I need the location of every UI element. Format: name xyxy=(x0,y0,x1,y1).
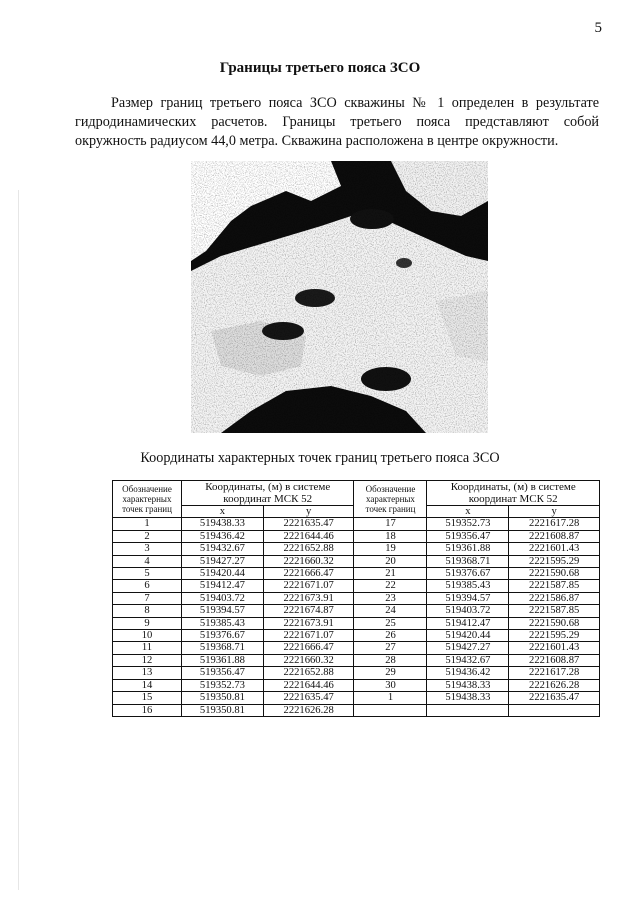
y-coordinate-cell: 2221595.29 xyxy=(509,630,600,642)
point-number-cell: 15 xyxy=(113,692,182,704)
table-row xyxy=(113,704,600,716)
point-number-cell: 9 xyxy=(113,617,182,629)
point-number-cell: 11 xyxy=(113,642,182,654)
x-coordinate-cell: 519436.42 xyxy=(427,667,509,679)
point-number-cell: 14 xyxy=(113,679,182,691)
header-x-right: x xyxy=(427,506,509,518)
x-coordinate-cell: 519438.33 xyxy=(182,518,264,530)
y-coordinate-cell: 2221666.47 xyxy=(263,568,354,580)
x-coordinate-cell: 519350.81 xyxy=(182,692,264,704)
point-number-cell: 18 xyxy=(354,530,427,542)
x-coordinate-cell xyxy=(427,704,509,716)
y-coordinate-cell: 2221644.46 xyxy=(263,530,354,542)
x-coordinate-cell: 519394.57 xyxy=(427,592,509,604)
y-coordinate-cell: 2221608.87 xyxy=(509,654,600,666)
point-number-cell: 23 xyxy=(354,592,427,604)
point-number-cell: 26 xyxy=(354,630,427,642)
description-text: Размер границ третьего пояса ЗСО скважины № 1 определен в результате гидродинамических расчетов. Границы третьего пояса представляют собой окружность радиусом 44,0 метра. Скважина расположена в центре окружности. xyxy=(75,95,599,149)
x-coordinate-cell: 519438.33 xyxy=(427,679,509,691)
point-number-cell: 24 xyxy=(354,605,427,617)
x-coordinate-cell: 519403.72 xyxy=(182,592,264,604)
map-image xyxy=(191,161,488,433)
description-paragraph xyxy=(75,94,599,151)
x-coordinate-cell: 519356.47 xyxy=(182,667,264,679)
x-coordinate-cell: 519412.47 xyxy=(427,617,509,629)
table-row xyxy=(113,617,600,629)
x-coordinate-cell: 519432.67 xyxy=(182,543,264,555)
y-coordinate-cell: 2221587.85 xyxy=(509,605,600,617)
y-coordinate-cell: 2221601.43 xyxy=(509,642,600,654)
point-number-cell: 3 xyxy=(113,543,182,555)
y-coordinate-cell: 2221652.88 xyxy=(263,667,354,679)
point-number-cell: 13 xyxy=(113,667,182,679)
x-coordinate-cell: 519394.57 xyxy=(182,605,264,617)
y-coordinate-cell: 2221635.47 xyxy=(263,692,354,704)
x-coordinate-cell: 519376.67 xyxy=(427,568,509,580)
header-y-left: y xyxy=(263,506,354,518)
point-number-cell: 22 xyxy=(354,580,427,592)
table-row xyxy=(113,568,600,580)
y-coordinate-cell: 2221671.07 xyxy=(263,630,354,642)
satellite-map xyxy=(191,161,488,433)
point-number-cell: 6 xyxy=(113,580,182,592)
point-number-cell: 19 xyxy=(354,543,427,555)
point-number-cell: 8 xyxy=(113,605,182,617)
table-row xyxy=(113,592,600,604)
y-coordinate-cell: 2221644.46 xyxy=(263,679,354,691)
y-coordinate-cell: 2221587.85 xyxy=(509,580,600,592)
x-coordinate-cell: 519403.72 xyxy=(427,605,509,617)
x-coordinate-cell: 519356.47 xyxy=(427,530,509,542)
x-coordinate-cell: 519438.33 xyxy=(427,692,509,704)
x-coordinate-cell: 519352.73 xyxy=(182,679,264,691)
point-number-cell: 1 xyxy=(354,692,427,704)
point-number-cell: 30 xyxy=(354,679,427,691)
y-coordinate-cell: 2221671.07 xyxy=(263,580,354,592)
point-number-cell: 27 xyxy=(354,642,427,654)
page-number: 5 xyxy=(594,20,602,36)
table-row xyxy=(113,605,600,617)
table-row xyxy=(113,692,600,704)
x-coordinate-cell: 519368.71 xyxy=(182,642,264,654)
y-coordinate-cell: 2221586.87 xyxy=(509,592,600,604)
point-number-cell: 20 xyxy=(354,555,427,567)
header-coords-left: Координаты, (м) в системе координат МСК 52 xyxy=(182,481,354,506)
y-coordinate-cell: 2221601.43 xyxy=(509,543,600,555)
point-number-cell: 12 xyxy=(113,654,182,666)
point-number-cell: 25 xyxy=(354,617,427,629)
table-header-row xyxy=(113,481,600,506)
x-coordinate-cell: 519420.44 xyxy=(182,568,264,580)
y-coordinate-cell: 2221608.87 xyxy=(509,530,600,542)
table-row xyxy=(113,530,600,542)
header-point-right: Обозначение характерных точек границ xyxy=(354,481,427,518)
table-caption: Координаты характерных точек границ третьего пояса ЗСО xyxy=(140,450,500,466)
map-texture xyxy=(191,161,488,433)
y-coordinate-cell: 2221666.47 xyxy=(263,642,354,654)
x-coordinate-cell: 519432.67 xyxy=(427,654,509,666)
y-coordinate-cell: 2221590.68 xyxy=(509,568,600,580)
header-y-right: y xyxy=(509,506,600,518)
table-row xyxy=(113,654,600,666)
table-row xyxy=(113,642,600,654)
point-number-cell: 2 xyxy=(113,530,182,542)
header-x-left: x xyxy=(182,506,264,518)
x-coordinate-cell: 519352.73 xyxy=(427,518,509,530)
table-row xyxy=(113,630,600,642)
y-coordinate-cell: 2221626.28 xyxy=(263,704,354,716)
x-coordinate-cell: 519436.42 xyxy=(182,530,264,542)
y-coordinate-cell: 2221660.32 xyxy=(263,654,354,666)
point-number-cell: 7 xyxy=(113,592,182,604)
y-coordinate-cell: 2221673.91 xyxy=(263,617,354,629)
y-coordinate-cell: 2221673.91 xyxy=(263,592,354,604)
y-coordinate-cell xyxy=(509,704,600,716)
point-number-cell: 1 xyxy=(113,518,182,530)
x-coordinate-cell: 519427.27 xyxy=(182,555,264,567)
x-coordinate-cell: 519385.43 xyxy=(427,580,509,592)
table-row xyxy=(113,580,600,592)
point-number-cell: 16 xyxy=(113,704,182,716)
y-coordinate-cell: 2221660.32 xyxy=(263,555,354,567)
x-coordinate-cell: 519368.71 xyxy=(427,555,509,567)
header-coords-right: Координаты, (м) в системе координат МСК 52 xyxy=(427,481,600,506)
table-row xyxy=(113,543,600,555)
coordinates-table xyxy=(112,480,600,717)
point-number-cell: 29 xyxy=(354,667,427,679)
y-coordinate-cell: 2221652.88 xyxy=(263,543,354,555)
x-coordinate-cell: 519427.27 xyxy=(427,642,509,654)
point-number-cell: 17 xyxy=(354,518,427,530)
y-coordinate-cell: 2221674.87 xyxy=(263,605,354,617)
point-number-cell: 21 xyxy=(354,568,427,580)
x-coordinate-cell: 519412.47 xyxy=(182,580,264,592)
table-row xyxy=(113,667,600,679)
point-number-cell: 4 xyxy=(113,555,182,567)
x-coordinate-cell: 519350.81 xyxy=(182,704,264,716)
y-coordinate-cell: 2221635.47 xyxy=(509,692,600,704)
y-coordinate-cell: 2221626.28 xyxy=(509,679,600,691)
header-point-left: Обозначение характерных точек границ xyxy=(113,481,182,518)
x-coordinate-cell: 519361.88 xyxy=(182,654,264,666)
y-coordinate-cell: 2221617.28 xyxy=(509,667,600,679)
point-number-cell: 5 xyxy=(113,568,182,580)
point-number-cell xyxy=(354,704,427,716)
point-number-cell: 28 xyxy=(354,654,427,666)
y-coordinate-cell: 2221590.68 xyxy=(509,617,600,629)
table-row xyxy=(113,679,600,691)
table-body xyxy=(113,518,600,717)
point-number-cell: 10 xyxy=(113,630,182,642)
x-coordinate-cell: 519361.88 xyxy=(427,543,509,555)
section-heading: Границы третьего пояса ЗСО xyxy=(219,60,421,76)
y-coordinate-cell: 2221635.47 xyxy=(263,518,354,530)
x-coordinate-cell: 519385.43 xyxy=(182,617,264,629)
table-row xyxy=(113,518,600,530)
x-coordinate-cell: 519376.67 xyxy=(182,630,264,642)
scan-edge-line xyxy=(18,190,19,890)
table-row xyxy=(113,555,600,567)
y-coordinate-cell: 2221617.28 xyxy=(509,518,600,530)
y-coordinate-cell: 2221595.29 xyxy=(509,555,600,567)
x-coordinate-cell: 519420.44 xyxy=(427,630,509,642)
